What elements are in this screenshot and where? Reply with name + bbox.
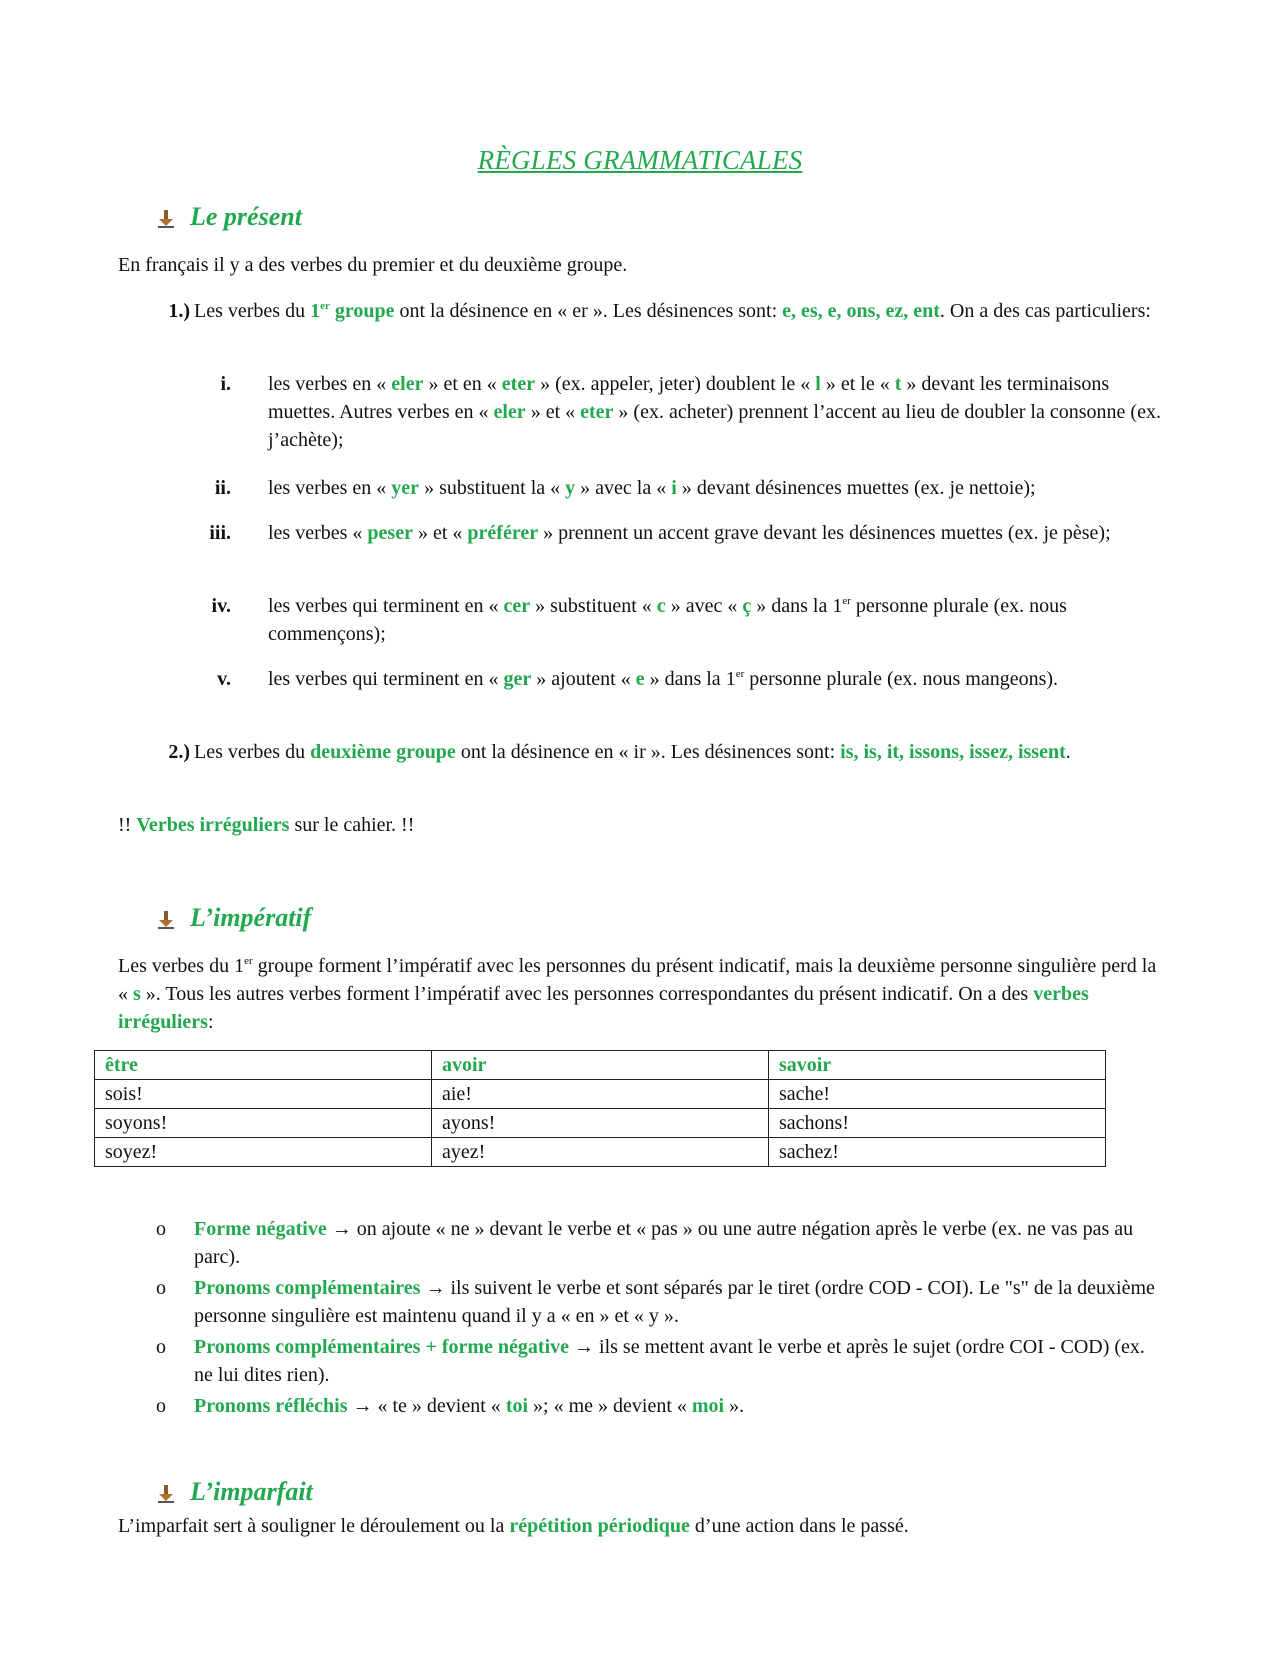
arrow-down-bullet-icon bbox=[156, 1484, 178, 1504]
present-subitem-i: les verbes en « eler » et en « eter » (ex. appeler, jeter) doublent le « l » et le « t » devant les terminaisons muettes. Autres verbes en « eler » et « eter » (ex. acheter) prennent l’accent au lieu de doubler la consonne (ex. j’achète); bbox=[268, 373, 1161, 451]
present-intro: En français il y a des verbes du premier et du deuxième groupe. bbox=[118, 254, 628, 276]
table-cell: ayons! bbox=[432, 1109, 769, 1138]
arrow-down-bullet-icon bbox=[156, 910, 178, 930]
bullet-pronoms-complementaires: Pronoms complémentaires → ils suivent le verbe et sont séparés par le tiret (ordre COD - COI). Le "s" de la deuxième personne singulière est maintenu quand il y a « en » et « y ». bbox=[194, 1277, 1155, 1327]
section-heading-imperatif bbox=[156, 901, 311, 935]
page-title: RÈGLES GRAMMATICALES bbox=[477, 145, 803, 175]
present-item-2: Les verbes du deuxième groupe ont la désinence en « ir ». Les désinences sont: is, is, it, issons, issez, issent. bbox=[194, 741, 1071, 763]
table-cell: sachez! bbox=[769, 1138, 1106, 1167]
table-cell: sois! bbox=[95, 1080, 432, 1109]
imperatif-paragraph: Les verbes du 1er groupe forment l’impératif avec les personnes du présent indicatif, mais la deuxième personne singulière perd la « s ». Tous les autres verbes forment l’impératif avec les personnes correspondantes du présent indicatif. On a des verbes irréguliers: bbox=[118, 955, 1157, 1033]
present-subitem-v: les verbes qui terminent en « ger » ajoutent « e » dans la 1er personne plurale (ex. nous mangeons). bbox=[268, 668, 1059, 690]
table-cell: soyons! bbox=[95, 1109, 432, 1138]
section-heading-label: L’impératif bbox=[190, 903, 312, 932]
roman-numeral: ii. bbox=[214, 477, 231, 499]
table-header: savoir bbox=[769, 1051, 1106, 1080]
table-cell: soyez! bbox=[95, 1138, 432, 1167]
present-item-1: Les verbes du 1er groupe ont la désinence en « er ». Les désinences sont: e, es, e, ons, ez, ent. On a des cas particuliers: bbox=[194, 300, 1151, 322]
bullet-forme-negative: Forme négative → on ajoute « ne » devant le verbe et « pas » ou une autre négation après le verbe (ex. ne vas pas au parc). bbox=[194, 1218, 1134, 1268]
present-subitem-ii: les verbes en « yer » substituent la « y » avec la « i » devant désinences muettes (ex. je nettoie); bbox=[268, 477, 1036, 499]
table-header: être bbox=[95, 1051, 432, 1080]
section-heading-present bbox=[156, 200, 302, 234]
roman-numeral: v. bbox=[217, 668, 231, 690]
imparfait-paragraph: L’imparfait sert à souligner le déroulement ou la répétition périodique d’une action dans le passé. bbox=[118, 1515, 909, 1537]
circle-bullet-icon: o bbox=[156, 1336, 166, 1358]
table-cell: aie! bbox=[432, 1080, 769, 1109]
arrow-down-bullet-icon bbox=[156, 209, 178, 229]
list-number: 2.) bbox=[168, 741, 190, 763]
circle-bullet-icon: o bbox=[156, 1218, 166, 1240]
circle-bullet-icon: o bbox=[156, 1277, 166, 1299]
present-subitem-iv: les verbes qui terminent en « cer » substituent « c » avec « ç » dans la 1er personne plurale (ex. nous commençons); bbox=[268, 595, 1067, 645]
table-row bbox=[95, 1080, 1106, 1109]
table-row bbox=[95, 1109, 1106, 1138]
table-row bbox=[95, 1138, 1106, 1167]
table-header: avoir bbox=[432, 1051, 769, 1080]
table-header-row bbox=[95, 1051, 1106, 1080]
table-cell: ayez! bbox=[432, 1138, 769, 1167]
bullet-pronoms-negative: Pronoms complémentaires + forme négative → ils se mettent avant le verbe et après le sujet (ordre COI - COD) (ex. ne lui dites rien). bbox=[194, 1336, 1145, 1386]
section-heading-label: Le présent bbox=[190, 202, 302, 231]
roman-numeral: iii. bbox=[209, 522, 231, 544]
roman-numeral: i. bbox=[220, 373, 231, 395]
bullet-pronoms-reflechis: Pronoms réfléchis → « te » devient « toi »; « me » devient « moi ». bbox=[194, 1395, 745, 1417]
table-cell: sache! bbox=[769, 1080, 1106, 1109]
irregular-verbs-table bbox=[94, 1050, 1106, 1167]
roman-numeral: iv. bbox=[211, 595, 231, 617]
section-heading-imparfait bbox=[156, 1475, 313, 1509]
irregular-verbs-note: !! Verbes irréguliers sur le cahier. !! bbox=[118, 814, 415, 836]
circle-bullet-icon: o bbox=[156, 1395, 166, 1417]
present-subitem-iii: les verbes « peser » et « préférer » prennent un accent grave devant les désinences muettes (ex. je pèse); bbox=[268, 522, 1111, 544]
table-cell: sachons! bbox=[769, 1109, 1106, 1138]
list-number: 1.) bbox=[168, 300, 190, 322]
section-heading-label: L’imparfait bbox=[190, 1477, 313, 1506]
